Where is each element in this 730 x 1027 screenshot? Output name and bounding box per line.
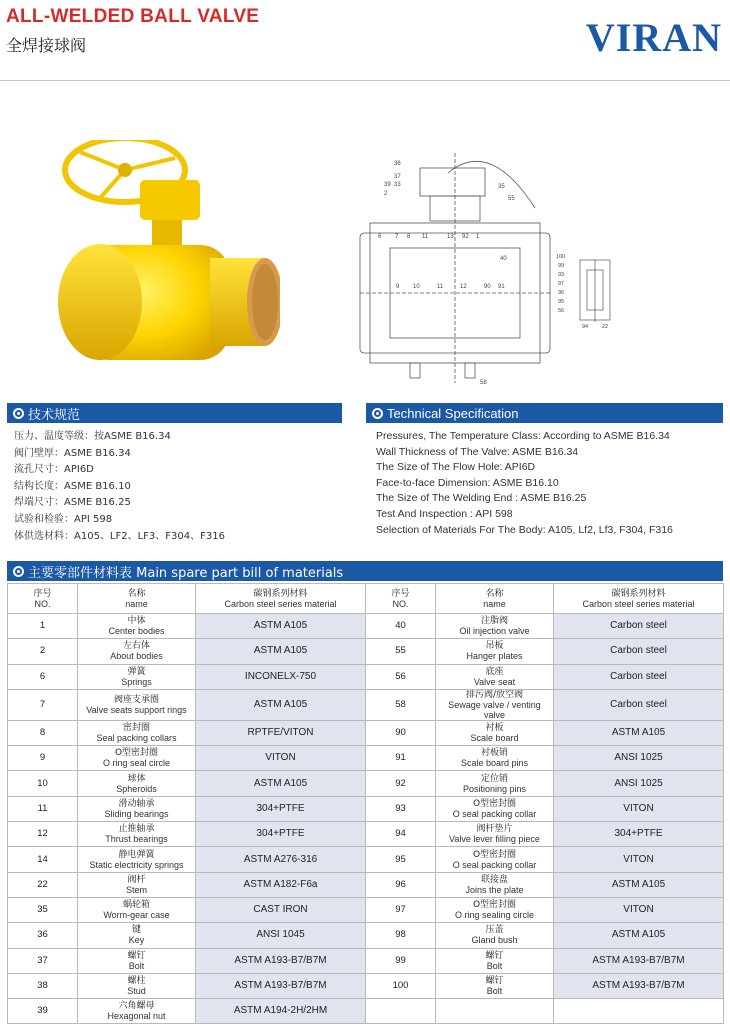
- part-name-en: Valve seats support rings: [86, 704, 187, 715]
- spec-en-title: Technical Specification: [387, 405, 519, 421]
- part-name-cn: 螺钉: [485, 950, 504, 961]
- bullet-ring-icon: [13, 566, 24, 577]
- table-row: [8, 639, 724, 664]
- detail-label: 56: [558, 308, 565, 314]
- spec-en-line: Test And Inspection : API 598: [376, 507, 513, 520]
- part-material: Carbon steel: [554, 614, 724, 639]
- part-name-cn: O型密封圈: [472, 900, 517, 911]
- part-name-en: Positioning pins: [462, 783, 527, 794]
- part-name-cn: 球体: [127, 773, 146, 784]
- detail-label: 96: [558, 290, 565, 296]
- part-name-cn: 弹簧: [127, 666, 146, 677]
- part-no: 98: [366, 923, 436, 948]
- bom-body: [8, 584, 724, 1024]
- bullet-ring-icon: [372, 408, 383, 419]
- title-en: ALL-WELDED BALL VALVE: [6, 6, 260, 27]
- part-name: [436, 796, 554, 821]
- spec-en-line: The Size of The Welding End : ASME B16.25: [376, 492, 587, 505]
- part-name-cn: 压盖: [485, 925, 504, 936]
- part-name-cn: O型密封圈: [472, 798, 517, 809]
- table-row: [8, 664, 724, 689]
- table-row: [8, 746, 724, 771]
- part-material: 304+PTFE: [196, 796, 366, 821]
- part-name: [78, 822, 196, 847]
- part-name: [78, 639, 196, 664]
- part-no: 90: [366, 720, 436, 745]
- part-material: VITON: [196, 746, 366, 771]
- drawing-label: 2: [384, 191, 388, 197]
- drawing-label: 55: [508, 196, 515, 202]
- part-name: [78, 664, 196, 689]
- table-row: [8, 771, 724, 796]
- part-name-cn: 阀杆: [127, 874, 146, 885]
- part-material: ASTM A105: [196, 689, 366, 720]
- part-name-en: Sewage valve / venting valve: [448, 699, 541, 720]
- part-name: [436, 746, 554, 771]
- part-name-cn: 联接盘: [480, 874, 508, 885]
- spec-cn-line: 结构长度：ASME B16.10: [14, 480, 131, 492]
- part-material: INCONELX-750: [196, 664, 366, 689]
- table-row: [8, 822, 724, 847]
- part-name-cn: 定位销: [480, 773, 508, 784]
- part-name-en: Valve seat: [473, 676, 516, 687]
- head-name-cn: 名称: [485, 588, 504, 599]
- part-name-cn: 键: [131, 925, 141, 936]
- part-name: [436, 999, 554, 1024]
- drawing-label: 35: [498, 184, 505, 190]
- part-no: 97: [366, 897, 436, 922]
- part-no: 96: [366, 872, 436, 897]
- part-no: 12: [8, 822, 78, 847]
- table-row: [8, 948, 724, 973]
- part-name: [78, 948, 196, 973]
- part-no: 56: [366, 664, 436, 689]
- head-no-cn: 序号: [391, 588, 410, 599]
- part-name: [436, 664, 554, 689]
- part-material: ASTM A105: [554, 923, 724, 948]
- drawing-label: 37: [394, 174, 401, 180]
- part-name-cn: 螺柱: [127, 976, 146, 986]
- part-name: [436, 948, 554, 973]
- spec-cn-line: 焊端尺寸：ASME B16.25: [14, 497, 131, 509]
- part-no: 92: [366, 771, 436, 796]
- part-no: 14: [8, 847, 78, 872]
- part-no: 55: [366, 639, 436, 664]
- part-name-en: Oil injection valve: [459, 626, 530, 637]
- part-name-cn: 注脂阀: [480, 616, 508, 627]
- part-name-en: Joins the plate: [465, 884, 524, 895]
- part-name-cn: 螺钉: [485, 976, 504, 986]
- drawing-label: 36: [394, 161, 401, 167]
- part-name: [78, 897, 196, 922]
- part-no: 9: [8, 746, 78, 771]
- part-name: [436, 897, 554, 922]
- head-no-en: NO.: [392, 598, 409, 609]
- spec-cn-title: 技术规范: [28, 407, 81, 423]
- valve-photo: [20, 140, 280, 400]
- part-material: [554, 999, 724, 1024]
- head-no: [8, 584, 78, 614]
- part-name-cn: 蜗轮箱: [122, 900, 150, 911]
- part-no: 99: [366, 948, 436, 973]
- drawing-label: 8: [407, 234, 411, 240]
- table-row: [8, 897, 724, 922]
- part-name-cn: 左右体: [122, 641, 150, 652]
- drawing-label: 12: [460, 284, 467, 290]
- part-name-en: Bolt: [486, 960, 503, 971]
- part-name-en: Static electricity springs: [89, 859, 184, 870]
- part-name-en: Bolt: [128, 960, 145, 971]
- part-name-en: O seal packing collar: [452, 808, 537, 819]
- part-name: [78, 771, 196, 796]
- part-material: VITON: [554, 897, 724, 922]
- part-material: ASTM A105: [554, 872, 724, 897]
- head-mat-cn: 碳钢系列材料: [611, 588, 666, 599]
- part-name-en: Sliding bearings: [104, 808, 169, 819]
- part-material: ASTM A193-B7/B7M: [554, 948, 724, 973]
- bom-table: [7, 583, 724, 1024]
- part-name-cn: 滑动轴承: [118, 798, 155, 809]
- spec-en-line: Wall Thickness of The Valve: ASME B16.34: [376, 445, 579, 458]
- part-name-cn: 底座: [485, 666, 504, 677]
- part-no: 93: [366, 796, 436, 821]
- table-row: [8, 796, 724, 821]
- part-name-en: Scale board pins: [460, 758, 529, 769]
- part-material: ASTM A194-2H/2HM: [196, 999, 366, 1024]
- spec-en-line: Face-to-face Dimension: ASME B16.10: [376, 476, 559, 489]
- part-name-en: O ring sealing circle: [454, 910, 535, 921]
- part-name-en: Thrust bearings: [105, 834, 168, 845]
- table-row: [8, 720, 724, 745]
- part-name: [436, 847, 554, 872]
- viran-logo: VIRAN: [585, 15, 722, 60]
- part-material: VITON: [554, 796, 724, 821]
- head-name: [436, 584, 554, 614]
- part-name-en: Stem: [125, 884, 147, 895]
- head-name-cn: 名称: [127, 588, 146, 599]
- part-name: [78, 847, 196, 872]
- part-name-cn: 中体: [127, 616, 146, 627]
- part-no: 8: [8, 720, 78, 745]
- head-mat-cn: 碳钢系列材料: [253, 588, 308, 599]
- drawing-label: 13: [447, 234, 454, 240]
- part-no: 2: [8, 639, 78, 664]
- part-material: ASTM A193-B7/B7M: [554, 973, 724, 998]
- header-rule: [0, 80, 730, 81]
- table-row: [8, 973, 724, 998]
- detail-label: 22: [602, 324, 609, 330]
- part-name: [78, 872, 196, 897]
- part-material: ANSI 1025: [554, 746, 724, 771]
- part-name-cn: 螺钉: [127, 950, 146, 961]
- spec-cn-line: 体供选材料：A105、LF2、LF3、F304、F316: [14, 530, 225, 542]
- table-row: [8, 872, 724, 897]
- part-material: ASTM A105: [196, 639, 366, 664]
- part-name-en: Gland bush: [471, 935, 518, 946]
- head-name-en: name: [483, 598, 506, 609]
- drawing-label: 6: [378, 234, 382, 240]
- part-no: 36: [8, 923, 78, 948]
- head-no-cn: 序号: [33, 588, 52, 599]
- spec-cn-list: [14, 429, 225, 545]
- part-name-cn: 六角螺母: [118, 1001, 155, 1012]
- part-material: ASTM A105: [196, 771, 366, 796]
- figures: [0, 90, 730, 390]
- head-name: [78, 584, 196, 614]
- header: [0, 0, 730, 82]
- table-row: [8, 999, 724, 1024]
- part-name: [78, 923, 196, 948]
- part-no: 10: [8, 771, 78, 796]
- part-name: [78, 746, 196, 771]
- part-material: Carbon steel: [554, 639, 724, 664]
- part-no: 39: [8, 999, 78, 1024]
- spec-cn-line: 阀门壁厚：ASME B16.34: [14, 447, 131, 459]
- part-name-cn: 衬板: [485, 723, 504, 734]
- part-name-en: Hanger plates: [466, 651, 523, 662]
- part-name-cn: 吊板: [485, 641, 504, 652]
- part-name-cn: 止推轴承: [118, 824, 155, 835]
- spec-en-line: Selection of Materials For The Body: A105, Lf2, Lf3, F304, F316: [376, 523, 673, 536]
- part-material: 304+PTFE: [196, 822, 366, 847]
- drawing-label: 33: [394, 182, 401, 188]
- head-name-en: name: [125, 598, 148, 609]
- spec-en-list: [376, 429, 673, 538]
- part-material: RPTFE/VITON: [196, 720, 366, 745]
- part-name: [78, 973, 196, 998]
- bullet-ring-icon: [13, 408, 24, 419]
- bom-title: 主要零部件材料表 Main spare part bill of materials: [28, 565, 344, 581]
- part-no: 95: [366, 847, 436, 872]
- part-no: 40: [366, 614, 436, 639]
- part-material: ANSI 1045: [196, 923, 366, 948]
- part-name-cn: 密封圈: [122, 723, 150, 734]
- part-material: ASTM A105: [554, 720, 724, 745]
- part-material: ASTM A105: [196, 614, 366, 639]
- title-cn: 全焊接球阀: [6, 36, 87, 55]
- part-name-cn: 阀座支承圈: [113, 694, 159, 705]
- part-name: [436, 973, 554, 998]
- head-mat: [196, 584, 366, 614]
- detail-label: 94: [582, 324, 589, 330]
- drawing-label: 1: [476, 234, 480, 240]
- part-no: 38: [8, 973, 78, 998]
- part-name-cn: 衬板销: [480, 748, 508, 759]
- part-material: ASTM A193-B7/B7M: [196, 948, 366, 973]
- part-name: [436, 771, 554, 796]
- drawing-label: 92: [462, 234, 469, 240]
- part-name-en: Bolt: [486, 986, 503, 996]
- drawing-label: 7: [395, 234, 399, 240]
- part-material: ASTM A193-B7/B7M: [196, 973, 366, 998]
- part-no: 1: [8, 614, 78, 639]
- part-name: [78, 720, 196, 745]
- part-no: 6: [8, 664, 78, 689]
- spec-cn-line: 压力、温度等级：按ASME B16.34: [14, 431, 171, 442]
- part-name-en: Hexagonal nut: [107, 1011, 166, 1022]
- part-name-cn: O型密封圈: [114, 748, 159, 759]
- bom-head-row: [8, 584, 724, 614]
- part-no: 91: [366, 746, 436, 771]
- part-name-cn: 静电弹簧: [118, 849, 155, 860]
- drawing-label: 9: [396, 284, 400, 290]
- part-name: [78, 999, 196, 1024]
- part-name-en: Spheroids: [116, 783, 157, 794]
- spec-en-line: The Size of The Flow Hole: API6D: [376, 461, 536, 474]
- spec-en-line: Pressures, The Temperature Class: According to ASME B16.34: [376, 430, 670, 442]
- part-material: 304+PTFE: [554, 822, 724, 847]
- head-mat-en: Carbon steel series material: [582, 598, 695, 609]
- part-no: 11: [8, 796, 78, 821]
- part-name-cn: 排污阀/放空阀: [465, 689, 524, 700]
- part-name: [78, 689, 196, 720]
- part-material: CAST IRON: [196, 897, 366, 922]
- drawing-label: 10: [413, 284, 420, 290]
- part-name-en: Valve lever filling piece: [449, 834, 540, 845]
- table-row: [8, 689, 724, 720]
- part-material: Carbon steel: [554, 689, 724, 720]
- drawing-label: 11: [422, 234, 429, 240]
- part-name-en: Seal packing collars: [96, 733, 177, 744]
- part-no: 94: [366, 822, 436, 847]
- part-name-en: O seal packing collar: [452, 859, 537, 870]
- part-name-en: Key: [128, 935, 145, 946]
- part-material: ASTM A276-316: [196, 847, 366, 872]
- part-no: 37: [8, 948, 78, 973]
- part-material: ANSI 1025: [554, 771, 724, 796]
- part-name: [436, 872, 554, 897]
- spec-cn-header: [7, 403, 342, 423]
- detail-label: 100: [556, 254, 566, 260]
- part-no: 100: [366, 973, 436, 998]
- part-name: [436, 689, 554, 720]
- part-name: [436, 639, 554, 664]
- spec-en-header: [366, 403, 723, 423]
- part-name-cn: 阀杆垫片: [476, 824, 513, 835]
- part-material: Carbon steel: [554, 664, 724, 689]
- detail-label: 99: [558, 263, 565, 269]
- table-row: [8, 614, 724, 639]
- spec-cn-line: 流孔尺寸：API6D: [14, 464, 94, 476]
- part-name-cn: O型密封圈: [472, 849, 517, 860]
- part-name-en: About bodies: [110, 651, 163, 662]
- part-name: [78, 614, 196, 639]
- part-name-en: Worm-gear case: [103, 910, 170, 921]
- part-name: [436, 822, 554, 847]
- drawing-label: 90: [484, 284, 491, 290]
- detail-drawing: [552, 250, 622, 330]
- part-name-en: Center bodies: [108, 626, 165, 637]
- table-row: [8, 847, 724, 872]
- part-name: [436, 614, 554, 639]
- part-no: 7: [8, 689, 78, 720]
- drawing-label: 58: [480, 380, 487, 386]
- part-material: ASTM A182-F6a: [196, 872, 366, 897]
- table-row: [8, 923, 724, 948]
- part-material: VITON: [554, 847, 724, 872]
- part-name: [436, 923, 554, 948]
- drawing-label: 40: [500, 256, 507, 262]
- spec-cn-line: 试验和检验：API 598: [14, 513, 113, 525]
- part-no: 35: [8, 897, 78, 922]
- part-no: [366, 999, 436, 1024]
- part-name: [436, 720, 554, 745]
- head-mat-en: Carbon steel series material: [224, 598, 337, 609]
- detail-label: 97: [558, 281, 565, 287]
- part-name-en: Scale board: [470, 733, 519, 744]
- head-mat: [554, 584, 724, 614]
- part-name-en: Stud: [127, 986, 146, 996]
- bom-header: [7, 561, 723, 581]
- part-name-en: Springs: [121, 676, 152, 687]
- part-no: 58: [366, 689, 436, 720]
- drawing-label: 91: [498, 284, 505, 290]
- head-no: [366, 584, 436, 614]
- detail-label: 93: [558, 272, 565, 278]
- detail-label: 95: [558, 299, 565, 305]
- drawing-label: 39: [384, 182, 391, 188]
- drawing-label: 11: [437, 284, 444, 290]
- part-name-en: O ring seal circle: [102, 758, 171, 769]
- part-name: [78, 796, 196, 821]
- head-no-en: NO.: [34, 598, 51, 609]
- part-no: 22: [8, 872, 78, 897]
